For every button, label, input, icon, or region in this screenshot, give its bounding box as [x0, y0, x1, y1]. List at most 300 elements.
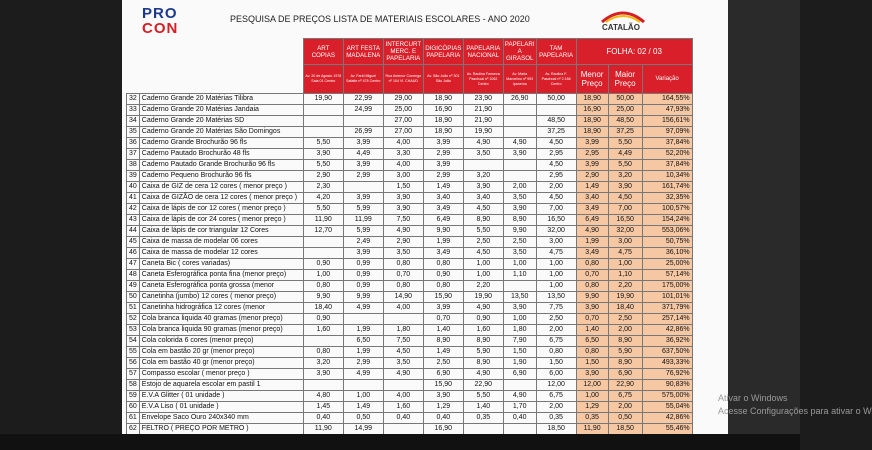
- store-price: 3,50: [503, 248, 536, 259]
- maior-preco-value: 48,50: [608, 116, 642, 127]
- menor-preco-value: 1,40: [576, 325, 608, 336]
- store-price: 3,90: [503, 204, 536, 215]
- store-price: 3,40: [423, 193, 463, 204]
- item-description: Caixa de massa de modelar 12 cores: [139, 248, 303, 259]
- store-price: 4,00: [383, 303, 423, 314]
- store-price: 29,00: [383, 94, 423, 105]
- table-row: [127, 314, 693, 325]
- maior-preco-value: 19,90: [608, 292, 642, 303]
- maior-preco-value: 5,90: [608, 347, 642, 358]
- store-price: 9,90: [423, 226, 463, 237]
- row-number: 35: [127, 127, 140, 138]
- table-row: [127, 369, 693, 380]
- item-description: Caderno Grande 20 Matérias SD: [139, 116, 303, 127]
- row-number: 62: [127, 424, 140, 435]
- maior-preco-value: 16,50: [608, 215, 642, 226]
- row-number: 43: [127, 215, 140, 226]
- store-price: 15,90: [423, 380, 463, 391]
- menor-preco-value: 18,90: [576, 94, 608, 105]
- variacao-value: 47,93%: [642, 105, 692, 116]
- item-description: Caixa de massa de modelar 06 cores: [139, 237, 303, 248]
- table-row: [127, 248, 693, 259]
- maior-preco-value: 5,50: [608, 138, 642, 149]
- maior-preco-value: 8,90: [608, 336, 642, 347]
- row-number: 41: [127, 193, 140, 204]
- store-price: 3,90: [503, 303, 536, 314]
- table-row: [127, 127, 693, 138]
- row-number: 40: [127, 182, 140, 193]
- menor-preco-value: 6,50: [576, 336, 608, 347]
- table-row: [127, 182, 693, 193]
- store-price: 8,90: [463, 215, 503, 226]
- row-number: 57: [127, 369, 140, 380]
- table-row: [127, 138, 693, 149]
- folha-label: FOLHA: 02 / 03: [576, 39, 692, 65]
- store-price: [303, 127, 343, 138]
- table-row: [127, 149, 693, 160]
- item-description: Cola em bastão 20 gr (menor preço): [139, 347, 303, 358]
- item-description: Caderno Grande 20 Matérias São Domingos: [139, 127, 303, 138]
- maior-preco-value: 32,00: [608, 226, 642, 237]
- store-price: 5,90: [463, 347, 503, 358]
- row-number: 56: [127, 358, 140, 369]
- store-price: [536, 105, 576, 116]
- row-number: 50: [127, 292, 140, 303]
- store-price: 1,60: [383, 402, 423, 413]
- maior-preco-value: 2,00: [608, 402, 642, 413]
- store-price: 1,49: [423, 182, 463, 193]
- store-header: INTERCURT MERC. E PAPELARIA: [383, 39, 423, 65]
- store-price: [383, 314, 423, 325]
- store-price: 4,20: [303, 193, 343, 204]
- variacao-value: 32,35%: [642, 193, 692, 204]
- store-price: 25,00: [383, 105, 423, 116]
- store-price: 3,90: [423, 391, 463, 402]
- store-price: 7,90: [503, 336, 536, 347]
- item-description: FELTRO ( PREÇO POR METRO ): [139, 424, 303, 435]
- item-description: Caixa de lápis de cor triangular 12 Cores: [139, 226, 303, 237]
- store-price: 3,49: [423, 248, 463, 259]
- store-price: 4,90: [463, 369, 503, 380]
- store-price: 3,99: [343, 138, 383, 149]
- store-price: 2,95: [536, 149, 576, 160]
- row-number: 34: [127, 116, 140, 127]
- menor-preco-value: 2,95: [576, 149, 608, 160]
- table-row: [127, 105, 693, 116]
- store-header: TAM PAPELARIA: [536, 39, 576, 65]
- menor-preco-value: 0,80: [576, 259, 608, 270]
- store-price: 4,50: [536, 138, 576, 149]
- store-price: 0,70: [383, 270, 423, 281]
- store-price: 6,75: [536, 391, 576, 402]
- maior-preco-value: 3,90: [608, 182, 642, 193]
- menor-preco-value: 1,50: [576, 358, 608, 369]
- store-price: 7,50: [383, 215, 423, 226]
- item-description: Caderno Grande Brochurão 96 fls: [139, 138, 303, 149]
- variacao-value: 175,00%: [642, 281, 692, 292]
- store-price: 9,90: [503, 226, 536, 237]
- store-price: 26,90: [503, 94, 536, 105]
- variacao-value: 90,83%: [642, 380, 692, 391]
- item-description: Compasso escolar ( menor preço ): [139, 369, 303, 380]
- menor-preco-value: 6,49: [576, 215, 608, 226]
- row-number: 60: [127, 402, 140, 413]
- menor-preco-value: 3,90: [576, 303, 608, 314]
- variacao-value: 42,86%: [642, 325, 692, 336]
- table-row: [127, 380, 693, 391]
- store-header-row: [127, 39, 693, 65]
- store-address: Av. 20 de Agosto 1978 Sala 01 Centro: [303, 65, 343, 94]
- store-price: 0,80: [423, 281, 463, 292]
- store-price: 3,90: [383, 204, 423, 215]
- table-row: [127, 347, 693, 358]
- variacao-value: 25,00%: [642, 259, 692, 270]
- row-number: 33: [127, 105, 140, 116]
- row-number: 55: [127, 347, 140, 358]
- row-number: 32: [127, 94, 140, 105]
- store-price: 5,50: [463, 391, 503, 402]
- store-price: 3,90: [503, 149, 536, 160]
- variacao-value: 164,55%: [642, 94, 692, 105]
- store-price: 22,99: [343, 94, 383, 105]
- item-description: E.V.A Glitter ( 01 unidade ): [139, 391, 303, 402]
- store-price: 3,99: [423, 160, 463, 171]
- store-price: 0,40: [383, 413, 423, 424]
- store-price: 18,90: [423, 94, 463, 105]
- table-row: [127, 358, 693, 369]
- store-price: 4,90: [503, 391, 536, 402]
- row-number: 38: [127, 160, 140, 171]
- store-price: 8,90: [423, 336, 463, 347]
- row-number: 44: [127, 226, 140, 237]
- store-price: 2,90: [303, 171, 343, 182]
- store-price: 2,00: [536, 182, 576, 193]
- store-price: 0,90: [303, 259, 343, 270]
- variacao-value: 100,57%: [642, 204, 692, 215]
- table-row: [127, 413, 693, 424]
- store-price: 4,50: [383, 347, 423, 358]
- store-price: 26,99: [343, 127, 383, 138]
- store-price: 21,90: [463, 116, 503, 127]
- store-price: 5,99: [343, 204, 383, 215]
- store-price: 2,00: [536, 325, 576, 336]
- maior-preco-value: 4,75: [608, 248, 642, 259]
- store-price: 3,99: [423, 303, 463, 314]
- variacao-value: 257,14%: [642, 314, 692, 325]
- item-description: Caixa de GIZ de cera 12 cores ( menor preço ): [139, 182, 303, 193]
- table-row: [127, 259, 693, 270]
- maior-preco-value: 6,90: [608, 369, 642, 380]
- store-header: ART COPIAS: [303, 39, 343, 65]
- store-price: 6,50: [343, 336, 383, 347]
- store-price: 3,99: [343, 193, 383, 204]
- maior-preco-value: 3,00: [608, 237, 642, 248]
- store-price: 2,90: [383, 237, 423, 248]
- store-price: 3,50: [383, 248, 423, 259]
- store-price: 0,90: [423, 270, 463, 281]
- menor-preco-value: 3,40: [576, 193, 608, 204]
- procon-logo-top: PRO: [142, 5, 178, 22]
- store-price: 1,90: [503, 358, 536, 369]
- store-price: [463, 424, 503, 435]
- store-price: 18,50: [536, 424, 576, 435]
- store-price: 1,40: [423, 325, 463, 336]
- table-row: [127, 281, 693, 292]
- item-description: Cola em bastão 40 gr (menor preço): [139, 358, 303, 369]
- row-number: 36: [127, 138, 140, 149]
- item-description: Caderno Pautado Brochurão 48 fls: [139, 149, 303, 160]
- store-price: 1,00: [463, 270, 503, 281]
- menor-preco-value: 0,80: [576, 281, 608, 292]
- store-price: 4,50: [536, 160, 576, 171]
- store-price: 22,90: [463, 380, 503, 391]
- store-price: [303, 248, 343, 259]
- item-description: Caixa de GIZÃO de cera 12 cores ( menor preço ): [139, 193, 303, 204]
- maior-preco-value: 50,00: [608, 94, 642, 105]
- store-price: 4,90: [383, 226, 423, 237]
- store-price: 3,99: [343, 248, 383, 259]
- maior-preco-value: 4,49: [608, 149, 642, 160]
- store-price: 1,00: [536, 270, 576, 281]
- variacao-value: 156,61%: [642, 116, 692, 127]
- store-price: 0,80: [383, 281, 423, 292]
- store-price: 1,99: [343, 325, 383, 336]
- store-price: 1,99: [423, 237, 463, 248]
- item-description: Caixa de lápis de cor 12 cores ( menor preço ): [139, 204, 303, 215]
- store-price: 1,80: [503, 325, 536, 336]
- maior-preco-value: 3,20: [608, 171, 642, 182]
- store-header: ART FESTA MADALENA: [343, 39, 383, 65]
- store-price: 0,80: [303, 347, 343, 358]
- menor-preco-value: 16,90: [576, 105, 608, 116]
- store-header: PAPELARIA NACIONAL: [463, 39, 503, 65]
- store-price: 19,90: [463, 127, 503, 138]
- variacao-value: 161,74%: [642, 182, 692, 193]
- store-price: 12,00: [536, 380, 576, 391]
- maior-preco-value: 2,00: [608, 325, 642, 336]
- store-price: 3,50: [383, 358, 423, 369]
- store-price: [343, 116, 383, 127]
- store-price: 6,49: [423, 215, 463, 226]
- row-number: 59: [127, 391, 140, 402]
- store-price: 3,00: [536, 237, 576, 248]
- table-row: [127, 303, 693, 314]
- store-price: 3,20: [463, 171, 503, 182]
- store-price: 16,90: [423, 424, 463, 435]
- table-row: [127, 193, 693, 204]
- store-header: PAPELARI A GIRASOL: [503, 39, 536, 65]
- item-description: E.V.A Liso ( 01 unidade ): [139, 402, 303, 413]
- variacao-value: 37,84%: [642, 160, 692, 171]
- store-price: 1,29: [423, 402, 463, 413]
- store-price: 2,99: [343, 358, 383, 369]
- store-price: 3,90: [303, 149, 343, 160]
- item-description: Caderno Pequeno Brochurão 96 fls: [139, 171, 303, 182]
- variacao-value: 101,01%: [642, 292, 692, 303]
- variacao-value: 493,33%: [642, 358, 692, 369]
- watermark-line-1: Ativar o Windows: [718, 393, 788, 403]
- store-address: Av. Farid Miguel Safatle nº 476 Centro: [343, 65, 383, 94]
- store-price: 24,99: [343, 105, 383, 116]
- store-price: 16,90: [423, 105, 463, 116]
- store-price: 0,80: [383, 259, 423, 270]
- variacao-value: 76,92%: [642, 369, 692, 380]
- store-price: 3,90: [383, 193, 423, 204]
- store-price: 18,90: [423, 127, 463, 138]
- item-description: Cola colorida 6 cores (menor preço): [139, 336, 303, 347]
- item-description: Cola branca liquida 90 gramas (menor preço): [139, 325, 303, 336]
- maior-preco-value: 25,00: [608, 105, 642, 116]
- row-number: 39: [127, 171, 140, 182]
- store-price: 0,80: [303, 281, 343, 292]
- store-price: 4,50: [463, 204, 503, 215]
- store-price: 1,50: [536, 358, 576, 369]
- store-price: 9,99: [343, 292, 383, 303]
- store-price: 5,99: [343, 226, 383, 237]
- item-description: Canetinha (jumbo) 12 cores ( menor preço): [139, 292, 303, 303]
- store-price: 0,80: [536, 347, 576, 358]
- store-price: 15,90: [423, 292, 463, 303]
- table-row: [127, 237, 693, 248]
- store-price: 2,99: [423, 149, 463, 160]
- row-number: 58: [127, 380, 140, 391]
- row-number: 47: [127, 259, 140, 270]
- page-title: PESQUISA DE PREÇOS LISTA DE MATERIAIS ESCOLARES - ANO 2020: [230, 14, 530, 24]
- store-price: 5,50: [463, 226, 503, 237]
- empty-header-corner: [127, 39, 304, 94]
- store-price: [383, 380, 423, 391]
- store-price: 27,00: [383, 127, 423, 138]
- store-price: 4,80: [303, 391, 343, 402]
- row-number: 46: [127, 248, 140, 259]
- item-description: Caneta Bic ( cores variadas): [139, 259, 303, 270]
- store-price: 4,90: [463, 138, 503, 149]
- store-header: DIGICÓPIAS PAPELARIA: [423, 39, 463, 65]
- variacao-value: 637,50%: [642, 347, 692, 358]
- menor-preco-value: 1,49: [576, 182, 608, 193]
- variacao-value: 55,46%: [642, 424, 692, 435]
- store-price: 21,90: [463, 105, 503, 116]
- store-price: [503, 105, 536, 116]
- menor-preco-value: 18,90: [576, 116, 608, 127]
- store-price: 4,75: [536, 248, 576, 259]
- maior-preco-value: 8,90: [608, 358, 642, 369]
- store-price: 0,70: [423, 314, 463, 325]
- maior-preco-value: 7,00: [608, 204, 642, 215]
- maior-preco-value: 2,50: [608, 314, 642, 325]
- variacao-value: 57,14%: [642, 270, 692, 281]
- store-price: 11,90: [303, 424, 343, 435]
- row-number: 49: [127, 281, 140, 292]
- variacao-value: 371,79%: [642, 303, 692, 314]
- store-price: 4,00: [383, 138, 423, 149]
- table-row: [127, 292, 693, 303]
- store-price: 3,50: [503, 193, 536, 204]
- store-price: 50,00: [536, 94, 576, 105]
- store-price: 19,90: [463, 292, 503, 303]
- store-price: 3,50: [463, 149, 503, 160]
- table-row: [127, 270, 693, 281]
- store-price: 0,35: [536, 413, 576, 424]
- menor-preco-value: 3,99: [576, 160, 608, 171]
- store-price: [343, 182, 383, 193]
- store-price: [503, 380, 536, 391]
- store-price: 2,50: [536, 314, 576, 325]
- store-price: 3,90: [463, 182, 503, 193]
- store-price: 1,50: [383, 182, 423, 193]
- store-price: 1,10: [503, 270, 536, 281]
- store-price: 1,00: [503, 259, 536, 270]
- store-price: 2,50: [463, 237, 503, 248]
- table-row: [127, 325, 693, 336]
- store-price: [343, 380, 383, 391]
- variacao-value: 97,09%: [642, 127, 692, 138]
- row-number: 51: [127, 303, 140, 314]
- store-price: 1,80: [383, 325, 423, 336]
- store-price: 0,40: [303, 413, 343, 424]
- store-price: 0,50: [343, 413, 383, 424]
- catalao-logo-text: CATALÃO: [602, 23, 640, 32]
- maior-preco-value: 0,50: [608, 413, 642, 424]
- store-address: Av. Maria Marcelino nº 993 Ipanema: [503, 65, 536, 94]
- store-price: 1,00: [536, 281, 576, 292]
- row-number: 54: [127, 336, 140, 347]
- store-price: 0,99: [343, 281, 383, 292]
- store-price: 4,00: [383, 391, 423, 402]
- maior-preco-value: 1,10: [608, 270, 642, 281]
- store-price: [303, 237, 343, 248]
- price-sheet: [122, 0, 728, 434]
- store-price: 3,99: [423, 138, 463, 149]
- menor-preco-value: 1,99: [576, 237, 608, 248]
- store-price: 1,00: [343, 391, 383, 402]
- store-price: 2,30: [303, 182, 343, 193]
- catalao-logo: [598, 8, 648, 38]
- variacao-value: 553,06%: [642, 226, 692, 237]
- store-price: [503, 281, 536, 292]
- store-price: 8,90: [503, 215, 536, 226]
- store-price: 32,00: [536, 226, 576, 237]
- maior-preco-value: 18,50: [608, 424, 642, 435]
- maior-preco-value: 4,50: [608, 193, 642, 204]
- store-price: 0,80: [423, 259, 463, 270]
- store-price: 3,00: [383, 171, 423, 182]
- store-price: 4,99: [343, 369, 383, 380]
- menor-preco-value: 0,70: [576, 270, 608, 281]
- store-price: 1,45: [303, 402, 343, 413]
- store-price: 2,00: [503, 182, 536, 193]
- store-price: 0,40: [503, 413, 536, 424]
- maior-preco-value: 1,00: [608, 259, 642, 270]
- store-price: 3,30: [383, 149, 423, 160]
- store-price: 4,90: [503, 138, 536, 149]
- table-row: [127, 171, 693, 182]
- store-price: 5,50: [303, 204, 343, 215]
- menor-preco-value: 11,90: [576, 424, 608, 435]
- store-price: [503, 160, 536, 171]
- maior-preco-value: 2,20: [608, 281, 642, 292]
- store-price: 0,99: [343, 259, 383, 270]
- store-price: 1,40: [463, 402, 503, 413]
- store-price: 1,60: [463, 325, 503, 336]
- menor-preco-value: 4,90: [576, 226, 608, 237]
- menor-preco-value: 12,00: [576, 380, 608, 391]
- store-price: [303, 116, 343, 127]
- variacao-value: 36,10%: [642, 248, 692, 259]
- maior-preco-value: 22,90: [608, 380, 642, 391]
- row-number: 42: [127, 204, 140, 215]
- variacao-value: 575,00%: [642, 391, 692, 402]
